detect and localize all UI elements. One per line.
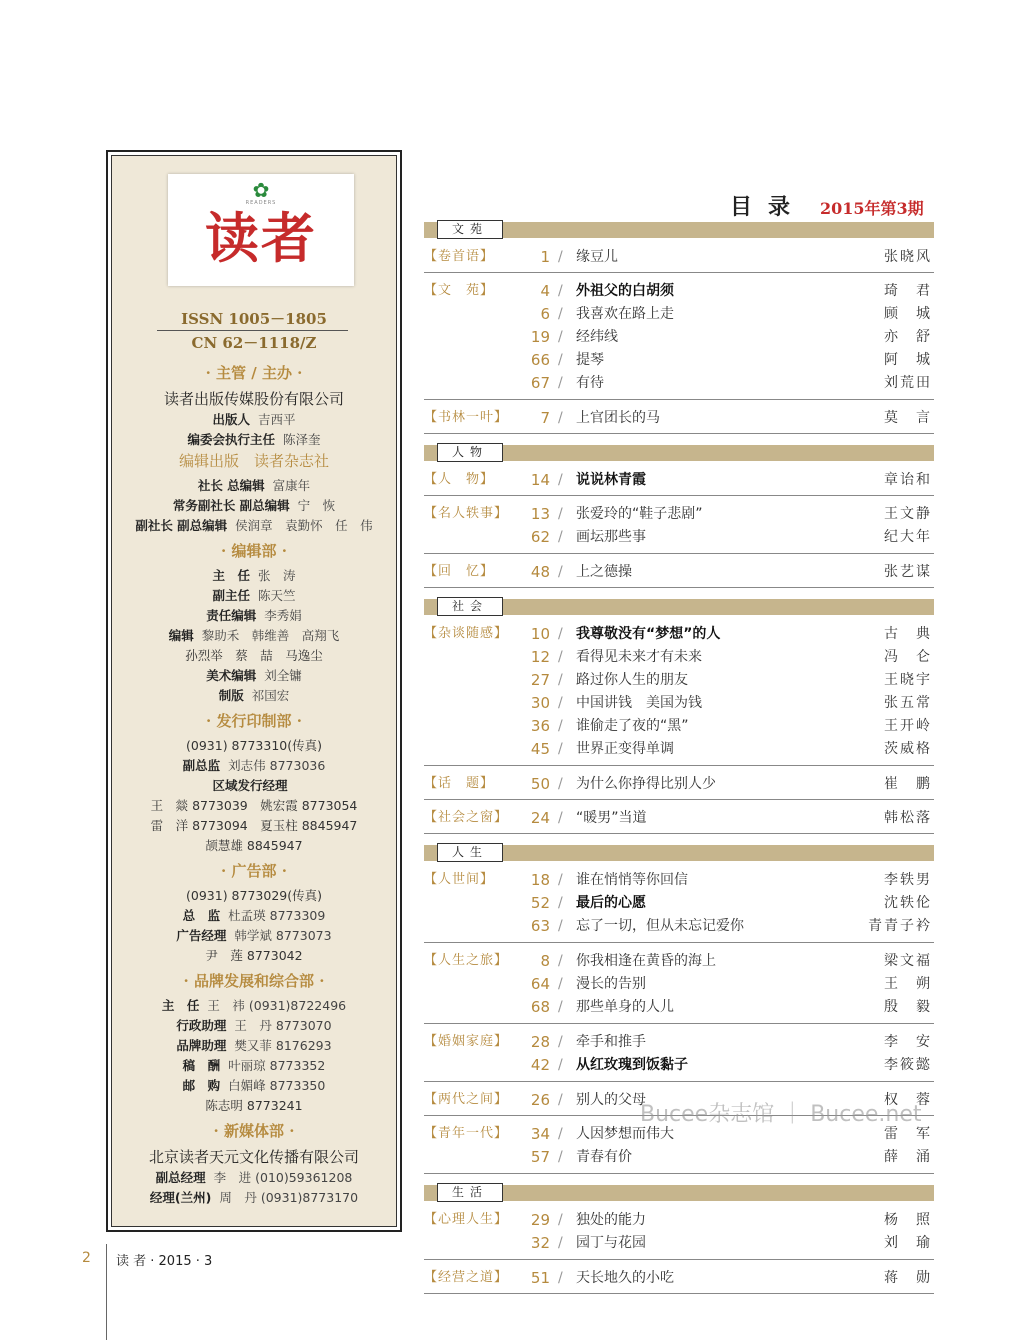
masthead-line: 雷 洋 8773094 夏玉柱 8845947 (150, 818, 358, 833)
masthead-value: 富康年 (272, 478, 311, 493)
column-name: 【文 苑】 (424, 283, 495, 298)
slash-divider: / (558, 410, 563, 426)
slash-divider: / (558, 352, 563, 368)
section-tab: 人生 (437, 843, 503, 862)
slash-divider: / (558, 776, 563, 792)
page-ref: 28 (530, 1033, 550, 1051)
page-ref: 6 (540, 305, 550, 323)
article-title: 从红玫瑰到饭黏子 (576, 1057, 688, 1073)
page-ref: 19 (530, 328, 550, 346)
masthead-value: 杜孟瑛 8773309 (228, 908, 326, 923)
article-author: 张五常 (884, 695, 932, 711)
article-author: 冯 仑 (884, 649, 932, 665)
article-title: 别人的父母 (576, 1092, 646, 1108)
masthead-line (112, 756, 396, 774)
page-ref: 34 (530, 1125, 550, 1143)
toc-entry[interactable] (424, 950, 934, 972)
slash-divider: / (558, 306, 563, 322)
article-author: 亦 舒 (884, 329, 932, 345)
bee-icon: ✿ (252, 178, 270, 202)
issn-divider (157, 330, 348, 331)
masthead-line: (0931) 8773029(传真) (186, 888, 322, 903)
masthead-line (112, 926, 396, 944)
page-ref: 18 (530, 871, 550, 889)
page-ref: 26 (530, 1091, 550, 1109)
article-author: 阿 城 (884, 352, 932, 368)
page-ref: 66 (530, 351, 550, 369)
masthead-line: 颉慧雄 8845947 (205, 838, 303, 853)
group-divider (424, 833, 934, 834)
masthead-role: 副总经理 (155, 1170, 206, 1185)
masthead-line: 尹 莲 8773042 (205, 948, 303, 963)
toc-entry[interactable] (424, 915, 934, 937)
page-ref: 48 (530, 563, 550, 581)
masthead-line (112, 586, 396, 604)
masthead-value: 白媚峰 8773350 (228, 1078, 326, 1093)
article-title: 有待 (576, 375, 604, 391)
column-name: 【经营之道】 (424, 1270, 509, 1285)
article-title: 谁偷走了夜的“黑” (576, 718, 689, 734)
toc-entry[interactable] (424, 738, 934, 760)
masthead-value: 樊又菲 8176293 (234, 1038, 332, 1053)
page-ref: 7 (540, 409, 550, 427)
masthead-line: 北京读者天元文化传播有限公司 (148, 1148, 359, 1166)
toc-entry[interactable] (424, 1209, 934, 1231)
article-title: 世界正变得单调 (576, 741, 674, 757)
column-name: 【青年一代】 (424, 1126, 509, 1141)
group-divider (424, 433, 934, 434)
masthead-role: 编委会执行主任 (187, 432, 275, 447)
masthead-role: 区域发行经理 (212, 778, 288, 793)
article-author: 沈轶伦 (884, 895, 932, 911)
column-name: 【回 忆】 (424, 564, 495, 579)
toc-entry[interactable] (424, 372, 934, 394)
slash-divider: / (558, 872, 563, 888)
toc-entry[interactable] (424, 303, 934, 325)
slash-divider: / (558, 895, 563, 911)
slash-divider: / (558, 999, 563, 1015)
article-author: 王 朔 (884, 976, 932, 992)
masthead-line (112, 686, 396, 704)
article-title: 我尊敬没有“梦想”的人 (576, 626, 721, 642)
column-name: 【杂谈随感】 (424, 626, 509, 641)
contents-title: 目录 (730, 195, 807, 220)
slash-divider: / (558, 718, 563, 734)
group-divider (424, 799, 934, 800)
article-title: 缘豆儿 (576, 249, 618, 265)
masthead-value: 叶丽琼 8773352 (228, 1058, 326, 1073)
toc-entry[interactable] (424, 280, 934, 302)
masthead-line: (0931) 8773310(传真) (186, 738, 322, 753)
logo-brand: 读者 (205, 206, 317, 270)
masthead-line (112, 1056, 396, 1074)
toc-entry[interactable] (424, 623, 934, 645)
masthead-value: 刘志伟 8773036 (228, 758, 326, 773)
slash-divider: / (558, 1126, 563, 1142)
article-title: 上官团长的马 (576, 410, 660, 426)
article-author: 王文静 (884, 506, 932, 522)
article-author: 权 蓉 (884, 1092, 932, 1108)
page-ref: 27 (530, 671, 550, 689)
masthead-value: 王 丹 8773070 (234, 1018, 332, 1033)
page-number: 2 (82, 1250, 91, 1266)
masthead-role: 编辑 (168, 628, 194, 643)
issue-label: 2015年第3期 (820, 199, 924, 218)
article-title: 园丁与花园 (576, 1235, 646, 1251)
masthead-value: 周 丹 (0931)8773170 (219, 1190, 359, 1205)
slash-divider: / (558, 1212, 563, 1228)
article-author: 王晓宇 (884, 672, 932, 688)
article-title: 谁在悄悄等你回信 (576, 872, 688, 888)
masthead-value: 黎助禾 韩维善 高翔飞 (201, 628, 340, 643)
section-tab: 社会 (437, 597, 503, 616)
toc-entry[interactable] (424, 869, 934, 891)
article-title: 牵手和推手 (576, 1034, 646, 1050)
slash-divider: / (558, 564, 563, 580)
page-ref: 42 (530, 1056, 550, 1074)
article-title: 独处的能力 (576, 1212, 646, 1228)
column-name: 【两代之间】 (424, 1092, 509, 1107)
masthead-line (112, 496, 396, 514)
slash-divider: / (558, 529, 563, 545)
slash-divider: / (558, 810, 563, 826)
masthead-value: 李 进 (010)59361208 (213, 1170, 353, 1185)
article-title: 我喜欢在路上走 (576, 306, 674, 322)
article-author: 琦 君 (884, 283, 932, 299)
masthead-role: 总 监 (182, 908, 221, 923)
page-ref: 64 (530, 975, 550, 993)
toc-entry[interactable] (424, 773, 934, 795)
masthead-role: 制版 (218, 688, 244, 703)
article-title: 漫长的告别 (576, 976, 646, 992)
masthead-box (106, 150, 402, 1232)
page-ref: 13 (530, 505, 550, 523)
slash-divider: / (558, 283, 563, 299)
masthead-role: 副社长 副总编辑 (135, 518, 228, 533)
article-author: 崔 鹏 (884, 776, 932, 792)
toc-entry[interactable] (424, 526, 934, 548)
slash-divider: / (558, 918, 563, 934)
masthead-role: 常务副社长 副总编辑 (172, 498, 290, 513)
masthead-line: · 主管 / 主办 · (205, 364, 303, 382)
article-author: 梁文福 (884, 953, 932, 969)
page-ref: 32 (530, 1234, 550, 1252)
column-name: 【书林一叶】 (424, 410, 509, 425)
column-name: 【卷首语】 (424, 249, 495, 264)
slash-divider: / (558, 672, 563, 688)
masthead-value: 宁 恢 (297, 498, 336, 513)
toc-entry[interactable] (424, 715, 934, 737)
masthead-value: 陈天竺 (258, 588, 296, 603)
toc-entry[interactable] (424, 996, 934, 1018)
footer-rule (106, 1244, 107, 1340)
group-divider (424, 399, 934, 400)
masthead-value: 吉西平 (258, 412, 296, 427)
masthead-inner (111, 155, 397, 1227)
article-title: 经纬线 (576, 329, 618, 345)
toc-entry[interactable] (424, 973, 934, 995)
masthead-role: 美术编辑 (206, 668, 257, 683)
cn-number: CN 62－1118/Z (191, 334, 317, 352)
masthead-value: 张 涛 (258, 568, 296, 583)
page-ref: 8 (540, 952, 550, 970)
column-name: 【社会之窗】 (424, 810, 509, 825)
group-divider (424, 553, 934, 554)
article-author: 章诒和 (884, 472, 932, 488)
masthead-line (112, 476, 396, 494)
page-ref: 29 (530, 1211, 550, 1229)
slash-divider: / (558, 375, 563, 391)
masthead-role: 品牌助理 (176, 1038, 227, 1053)
article-title: 画坛那些事 (576, 529, 646, 545)
page-ref: 12 (530, 648, 550, 666)
article-author: 李轶男 (884, 872, 932, 888)
section-tab: 生活 (437, 1183, 503, 1202)
masthead-value: 韩学斌 8773073 (234, 928, 332, 943)
toc-entry[interactable] (424, 349, 934, 371)
masthead-value: 王 祎 (0931)8722496 (207, 998, 347, 1013)
page-ref: 24 (530, 809, 550, 827)
page-ref: 52 (530, 894, 550, 912)
section-tab: 人物 (437, 443, 503, 462)
slash-divider: / (558, 626, 563, 642)
toc-entry[interactable] (424, 561, 934, 583)
masthead-line (112, 776, 396, 794)
masthead-value: 刘全镛 (264, 668, 302, 683)
masthead-role: 责任编辑 (206, 608, 257, 623)
column-name: 【人 物】 (424, 472, 495, 487)
group-divider (424, 272, 934, 273)
masthead-line (112, 626, 396, 644)
group-divider (424, 1023, 934, 1024)
article-author: 杨 照 (884, 1212, 932, 1228)
article-title: 最后的心愿 (576, 895, 646, 911)
slash-divider: / (558, 472, 563, 488)
column-name: 【心理人生】 (424, 1212, 509, 1227)
masthead-line: 编辑出版 读者杂志社 (178, 452, 329, 470)
column-name: 【婚姻家庭】 (424, 1034, 509, 1049)
toc-entry[interactable] (424, 1146, 934, 1168)
group-divider (424, 587, 934, 588)
slash-divider: / (558, 1092, 563, 1108)
slash-divider: / (558, 1149, 563, 1165)
article-title: 外祖父的白胡须 (576, 283, 674, 299)
article-title: 中国讲钱 美国为钱 (576, 695, 702, 711)
article-author: 青青子衿 (868, 918, 932, 934)
masthead-line (112, 1188, 396, 1206)
toc-entry[interactable] (424, 669, 934, 691)
slash-divider: / (558, 976, 563, 992)
article-author: 李 安 (884, 1034, 932, 1050)
article-title: 说说林青霞 (576, 472, 646, 488)
page-ref: 36 (530, 717, 550, 735)
masthead-value: 陈泽奎 (283, 432, 321, 447)
group-divider (424, 1081, 934, 1082)
masthead-line: 读者出版传媒股份有限公司 (163, 390, 344, 408)
masthead-line (112, 606, 396, 624)
masthead-role: 出版人 (212, 412, 250, 427)
page-ref: 63 (530, 917, 550, 935)
article-title: 看得见未来才有未来 (576, 649, 702, 665)
toc-entry[interactable] (424, 503, 934, 525)
article-author: 王开岭 (884, 718, 932, 734)
slash-divider: / (558, 506, 563, 522)
article-title: “暖男”当道 (576, 810, 647, 826)
masthead-role: 副主任 (212, 588, 250, 603)
toc-entry[interactable] (424, 1031, 934, 1053)
article-author: 古 典 (884, 626, 932, 642)
masthead-role: 稿 酬 (182, 1058, 221, 1073)
masthead-role: 邮 购 (182, 1078, 221, 1093)
toc-entry[interactable] (424, 326, 934, 348)
article-author: 薛 涌 (884, 1149, 932, 1165)
slash-divider: / (558, 695, 563, 711)
page-ref: 10 (530, 625, 550, 643)
toc-entry[interactable] (424, 892, 934, 914)
article-title: 为什么你挣得比别人少 (576, 776, 716, 792)
article-title: 路过你人生的朋友 (576, 672, 688, 688)
masthead-line (112, 430, 396, 448)
masthead-line: · 发行印制部 · (206, 712, 302, 730)
article-title: 你我相逢在黄昏的海上 (576, 953, 716, 969)
watermark: Bucee杂志馆 ｜ Bucee.net (640, 1102, 922, 1127)
toc-entry[interactable] (424, 807, 934, 829)
masthead-line: 陈志明 8773241 (205, 1098, 303, 1113)
masthead-role: 行政助理 (176, 1018, 227, 1033)
masthead-line (112, 410, 396, 428)
article-title: 天长地久的小吃 (576, 1270, 674, 1286)
toc-entry[interactable] (424, 646, 934, 668)
page-ref: 68 (530, 998, 550, 1016)
masthead-value: 侯润章 袁勤怀 任 伟 (235, 518, 373, 533)
toc-entry[interactable] (424, 692, 934, 714)
group-divider (424, 1293, 934, 1294)
column-name: 【人生之旅】 (424, 953, 509, 968)
section-tab: 文苑 (437, 220, 503, 239)
page-ref: 57 (530, 1148, 550, 1166)
slash-divider: / (558, 249, 563, 265)
article-author: 纪大年 (884, 529, 932, 545)
page-ref: 1 (540, 248, 550, 266)
masthead-line: · 品牌发展和综合部 · (183, 972, 325, 990)
article-author: 刘 瑜 (884, 1235, 932, 1251)
page-ref: 51 (530, 1269, 550, 1287)
article-title: 人因梦想而伟大 (576, 1126, 674, 1142)
article-author: 张艺谋 (884, 564, 932, 580)
page-ref: 67 (530, 374, 550, 392)
masthead-line: · 新媒体部 · (213, 1122, 295, 1140)
page-ref: 62 (530, 528, 550, 546)
slash-divider: / (558, 1057, 563, 1073)
masthead-line: · 广告部 · (221, 862, 287, 880)
masthead-role: 主 任 (161, 998, 200, 1013)
group-divider (424, 1173, 934, 1174)
article-author: 顾 城 (884, 306, 932, 322)
toc-entry[interactable] (424, 1232, 934, 1254)
slash-divider: / (558, 1034, 563, 1050)
article-title: 那些单身的人儿 (576, 999, 674, 1015)
group-divider (424, 765, 934, 766)
article-author: 茨威格 (884, 741, 932, 757)
footer-title: 读 者 · 2015 · 3 (116, 1254, 213, 1269)
masthead-role: 经理(兰州) (149, 1190, 212, 1205)
group-divider (424, 495, 934, 496)
group-divider (424, 942, 934, 943)
column-name: 【话 题】 (424, 776, 495, 791)
masthead-line: 王 燚 8773039 姚宏霞 8773054 (150, 798, 358, 813)
masthead-line: 孙烈举 蔡 喆 马逸尘 (185, 648, 323, 663)
masthead-role: 副总监 (182, 758, 221, 773)
article-title: 上之德操 (576, 564, 632, 580)
toc-entry[interactable] (424, 1054, 934, 1076)
masthead-line (112, 516, 396, 534)
article-title: 提琴 (576, 352, 604, 368)
toc-entry[interactable] (424, 407, 934, 429)
slash-divider: / (558, 1270, 563, 1286)
masthead-role: 广告经理 (176, 928, 227, 943)
article-title: 青春有价 (576, 1149, 632, 1165)
page-ref: 30 (530, 694, 550, 712)
masthead-role: 社长 总编辑 (197, 478, 265, 493)
column-name: 【名人轶事】 (424, 506, 509, 521)
article-author: 蒋 勋 (884, 1270, 932, 1286)
article-author: 刘荒田 (884, 375, 932, 391)
masthead-line (112, 906, 396, 924)
toc-entry[interactable] (424, 1267, 934, 1289)
article-author: 李筱懿 (884, 1057, 932, 1073)
article-author: 韩松落 (884, 810, 932, 826)
slash-divider: / (558, 741, 563, 757)
masthead-line (112, 1168, 396, 1186)
page-ref: 4 (540, 282, 550, 300)
article-author: 雷 军 (884, 1126, 932, 1142)
masthead-value: 祁国宏 (251, 688, 290, 703)
article-title: 忘了一切，但从未忘记爱你 (576, 918, 744, 934)
issn-number: ISSN 1005－1805 (181, 310, 327, 328)
masthead-line (112, 666, 396, 684)
masthead-value: 李秀娟 (264, 608, 302, 623)
masthead-role: 主 任 (212, 568, 250, 583)
article-title: 张爱玲的“鞋子悲剧” (576, 506, 703, 522)
slash-divider: / (558, 329, 563, 345)
masthead-line (112, 1076, 396, 1094)
toc-entry[interactable] (424, 246, 934, 268)
article-author: 莫 言 (884, 410, 932, 426)
article-author: 张晓风 (884, 249, 932, 265)
group-divider (424, 1259, 934, 1260)
logo-small-text: READERS (245, 200, 277, 206)
page-ref: 45 (530, 740, 550, 758)
masthead-line (112, 566, 396, 584)
column-name: 【人世间】 (424, 872, 495, 887)
masthead-line (112, 1016, 396, 1034)
slash-divider: / (558, 953, 563, 969)
readers-logo (168, 174, 354, 286)
page-ref: 50 (530, 775, 550, 793)
slash-divider: / (558, 1235, 563, 1251)
toc-entry[interactable] (424, 469, 934, 491)
masthead-line (112, 1036, 396, 1054)
article-author: 殷 毅 (884, 999, 932, 1015)
page-ref: 14 (530, 471, 550, 489)
masthead-line (112, 996, 396, 1014)
slash-divider: / (558, 649, 563, 665)
masthead-line: · 编辑部 · (221, 542, 287, 560)
